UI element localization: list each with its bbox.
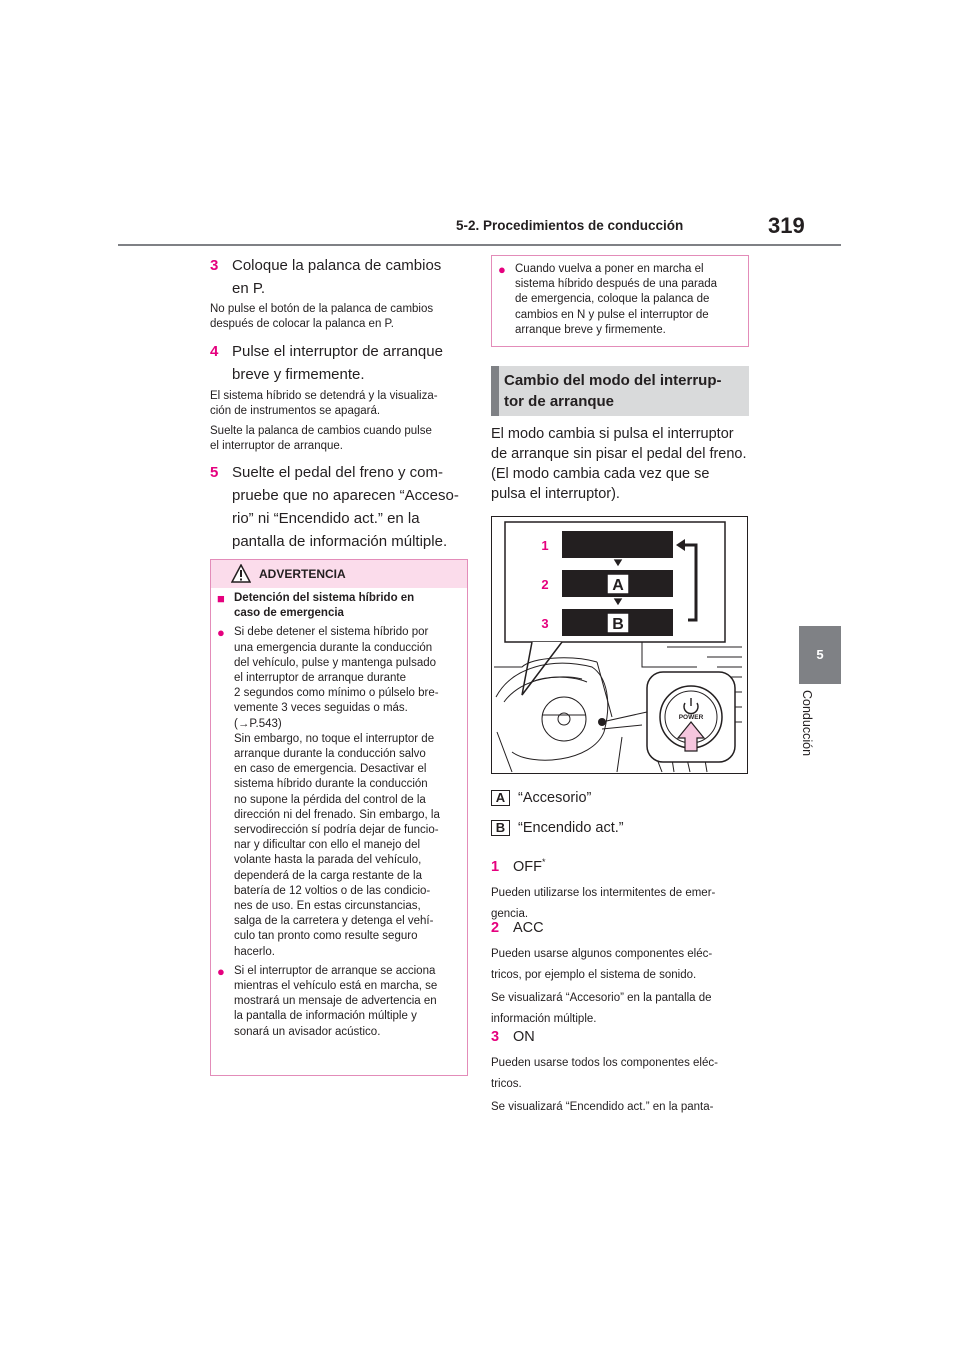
mode-number-2: 2: [541, 577, 549, 592]
mode-number: 2: [491, 920, 500, 936]
mode-number-1: 1: [541, 538, 549, 553]
footnote-mark: *: [542, 857, 546, 867]
mode-name: ACC: [513, 920, 544, 936]
warning-triangle-icon: [231, 564, 251, 583]
step-text: Suelte el pedal del freno y com-: [232, 464, 443, 481]
step-4-note-1: El sistema híbrido se detendrá y la visualiza- ción de instrumentos se apagará.: [210, 390, 438, 417]
text-line: Sin embargo, no toque el interruptor de: [234, 732, 435, 745]
label-b-in-figure: B: [612, 616, 624, 633]
warning-title: ADVERTENCIA: [259, 567, 346, 581]
text-line: una emergencia durante la conducción: [234, 641, 433, 654]
step-text: Coloque la palanca de cambios: [232, 257, 442, 274]
chapter-tab-label-wrap: [784, 690, 856, 770]
page-number: 319: [768, 213, 805, 238]
chapter-tab: 5: [799, 626, 841, 684]
text-line: mostrará un mensaje de advertencia en: [234, 995, 437, 1008]
step-4: [210, 340, 443, 386]
circle-bullet-icon: ●: [217, 963, 225, 979]
text-line: arranque durante la conducción salvo: [234, 748, 426, 761]
text-line: en caso de emergencia. Desactivar el: [234, 763, 427, 776]
text-line: sistema híbrido después de una parada: [515, 278, 718, 291]
text-line: no supone la pérdida del control de la: [234, 793, 426, 806]
step-text: breve y firmemente.: [232, 366, 365, 383]
text-line: salga de la carretera y detenga el vehí-: [234, 915, 434, 928]
circle-bullet-icon: ●: [217, 625, 225, 641]
text-line: vemente 3 veces seguidas o más.: [234, 702, 408, 715]
text-line: de emergencia, coloque la palanca de: [515, 293, 710, 306]
step-4-note-2: Suelte la palanca de cambios cuando pulse el interruptor de arranque.: [210, 425, 432, 452]
section-header: 5-2. Procedimientos de conducción: [456, 218, 684, 233]
mode-name: OFF: [513, 858, 542, 875]
mode-off-display: [562, 531, 673, 558]
info-box: [491, 255, 749, 347]
warning-box: [210, 559, 468, 1076]
warning-bullet-2: [217, 964, 463, 1040]
step-3-note: No pulse el botón de la palanca de cambios después de colocar la palanca en P.: [210, 303, 434, 330]
text-line: cambios en N y pulse el interruptor de: [515, 308, 709, 321]
legend-key: A: [491, 790, 510, 806]
text-line: sistema híbrido durante la conducción: [234, 778, 428, 791]
step-text: Pulse el interruptor de arranque: [232, 343, 443, 360]
step-text: en P.: [232, 280, 266, 297]
legend-text: “Accesorio”: [518, 790, 592, 806]
legend-b: [491, 818, 624, 838]
text-line: del vehículo, pulse y mantenga pulsado: [234, 656, 437, 669]
mode-acc: 2 ACC Pueden usarse algunos componentes eléc- tricos, por ejemplo el sistema de sonido. Se visualizará “Accesorio” en la pantalla de información múltiple.: [491, 920, 713, 1025]
text-line: sonará un avisador acústico.: [234, 1025, 381, 1038]
text-line: el interruptor de arranque durante: [234, 672, 406, 685]
header-rule: [118, 244, 841, 246]
text-line: dirección ni del frenado. Sin embargo, la: [234, 808, 440, 821]
section-heading-bar: [491, 366, 499, 416]
section-intro: El modo cambia si pulsa el interruptor de arranque sin pisar el pedal del freno. (El modo cambia cada vez que se pulsa el interruptor).: [491, 426, 747, 502]
text-line: culo tan pronto como resulte seguro: [234, 930, 418, 943]
mode-number: 1: [491, 858, 500, 875]
warning-subtitle: ■ Detención del sistema híbrido en caso de emergencia: [217, 591, 463, 621]
step-number: 4: [210, 343, 219, 360]
step-text: pruebe que no aparecen “Acceso-: [232, 487, 459, 504]
text-line: Cuando vuelva a poner en marcha el: [515, 263, 704, 275]
mode-number-3: 3: [541, 616, 549, 631]
text-line: hacerlo.: [234, 945, 275, 958]
warning-header: [211, 560, 467, 588]
info-bullet: [498, 262, 742, 338]
text-line: nar y dificultar con ello el manejo del: [234, 839, 421, 852]
text-line: la pantalla de información múltiple y: [234, 1010, 417, 1023]
section-heading: [491, 366, 749, 416]
text-line: Si debe detener el sistema híbrido por: [234, 626, 429, 639]
step-text: pantalla de información múltiple.: [232, 533, 448, 550]
text-line: dependerá de la carga restante de la: [234, 869, 422, 882]
chapter-tab-label: Conducción: [800, 690, 814, 757]
warning-bullet-1: [217, 625, 463, 959]
step-number: 3: [210, 257, 219, 274]
step-number: 5: [210, 464, 219, 481]
label-a-in-figure: A: [612, 577, 624, 594]
legend-a: [491, 788, 591, 808]
text-line: arranque breve y firmemente.: [515, 323, 666, 336]
text-line: 2 segundos como mínimo o púlselo bre-: [234, 687, 439, 700]
step-text: rio” ni “Encendido act.” en la: [232, 510, 420, 527]
mode-off: 1 OFF* Pueden utilizarse los intermitentes de emer- gencia.: [491, 857, 716, 920]
text-line: Si el interruptor de arranque se acciona: [234, 964, 436, 977]
section-title: Cambio del modo del interrup- tor de arranque: [504, 372, 722, 410]
legend-key: B: [491, 820, 510, 836]
mode-on: 3 ON Pueden usarse todos los componentes eléc- tricos. Se visualizará “Encendido act.” en la panta-: [491, 1029, 718, 1113]
step-3: [210, 254, 441, 300]
text-line: servodirección sí podría dejar de funcio-: [234, 824, 439, 837]
illustration-svg: [492, 517, 747, 773]
text-line: nes de uso. En estas circunstancias,: [234, 900, 421, 913]
text-line: mientras el vehículo está en marcha, se: [234, 980, 438, 993]
text-line: (→P.543): [234, 717, 282, 730]
circle-bullet-icon: ●: [498, 262, 506, 277]
square-bullet-icon: ■: [217, 591, 225, 606]
mode-number: 3: [491, 1029, 500, 1045]
step-5: [210, 461, 459, 553]
power-switch-illustration: [491, 516, 748, 774]
warning-body: [217, 591, 463, 1044]
mode-name: ON: [513, 1029, 535, 1045]
power-button-label: POWER: [678, 714, 704, 721]
legend-text: “Encendido act.”: [518, 820, 624, 836]
text-line: volante hasta la parada del vehículo,: [234, 854, 422, 867]
text-line: batería de 12 voltios o de las condicio-: [234, 884, 431, 897]
